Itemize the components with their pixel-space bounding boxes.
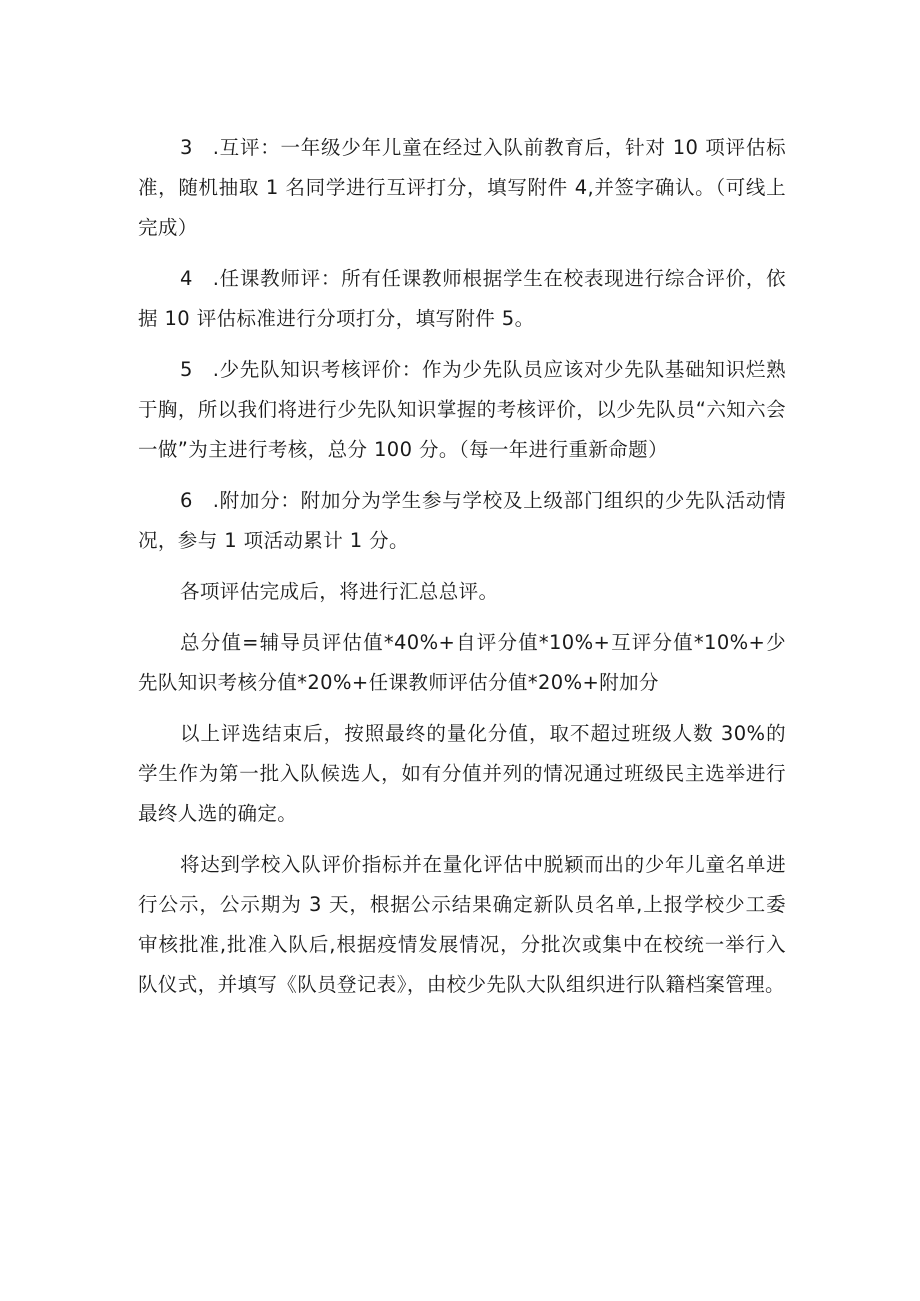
document-body	[138, 128, 786, 1016]
paragraph-summary: 各项评估完成后，将进行汇总总评。	[180, 580, 499, 603]
paragraph-score-formula: 总分值=辅导员评估值*40%+自评分值*10%+互评分值*10%+少先队知识考核分值*20%+任课教师评估分值*20%+附加分	[138, 631, 786, 694]
paragraph-peer-review: 3 .互评：一年级少年儿童在经过入队前教育后，针对 10 项评估标准，随机抽取 1 名同学进行互评打分，填写附件 4,并签字确认。（可线上完成）	[138, 136, 786, 239]
paragraph-knowledge-assessment: 5 .少先队知识考核评价：作为少先队员应该对少先队基础知识烂熟于胸，所以我们将进行少先队知识掌握的考核评价，以少先队员“六知六会一做”为主进行考核，总分 100 分。（每一年进行重新命题）	[138, 358, 786, 461]
paragraph-teacher-review: 4 .任课教师评：所有任课教师根据学生在校表现进行综合评价，依据 10 评估标准进行分项打分，填写附件 5。	[138, 267, 786, 330]
paragraph-selection: 以上评选结束后，按照最终的量化分值，取不超过班级人数 30%的学生作为第一批入队候选人，如有分值并列的情况通过班级民主选举进行最终人选的确定。	[138, 722, 786, 825]
paragraph-publicity: 将达到学校入队评价指标并在量化评估中脱颖而出的少年儿童名单进行公示，公示期为 3 天，根据公示结果确定新队员名单,上报学校少工委审核批准,批准入队后,根据疫情发展情况，分批次或集中在校统一举行入队仪式，并填写《队员登记表》，由校少先队大队组织进行队籍档案管理。	[138, 853, 786, 996]
paragraph-bonus-points: 6 .附加分：附加分为学生参与学校及上级部门组织的少先队活动情况，参与 1 项活动累计 1 分。	[138, 489, 786, 552]
